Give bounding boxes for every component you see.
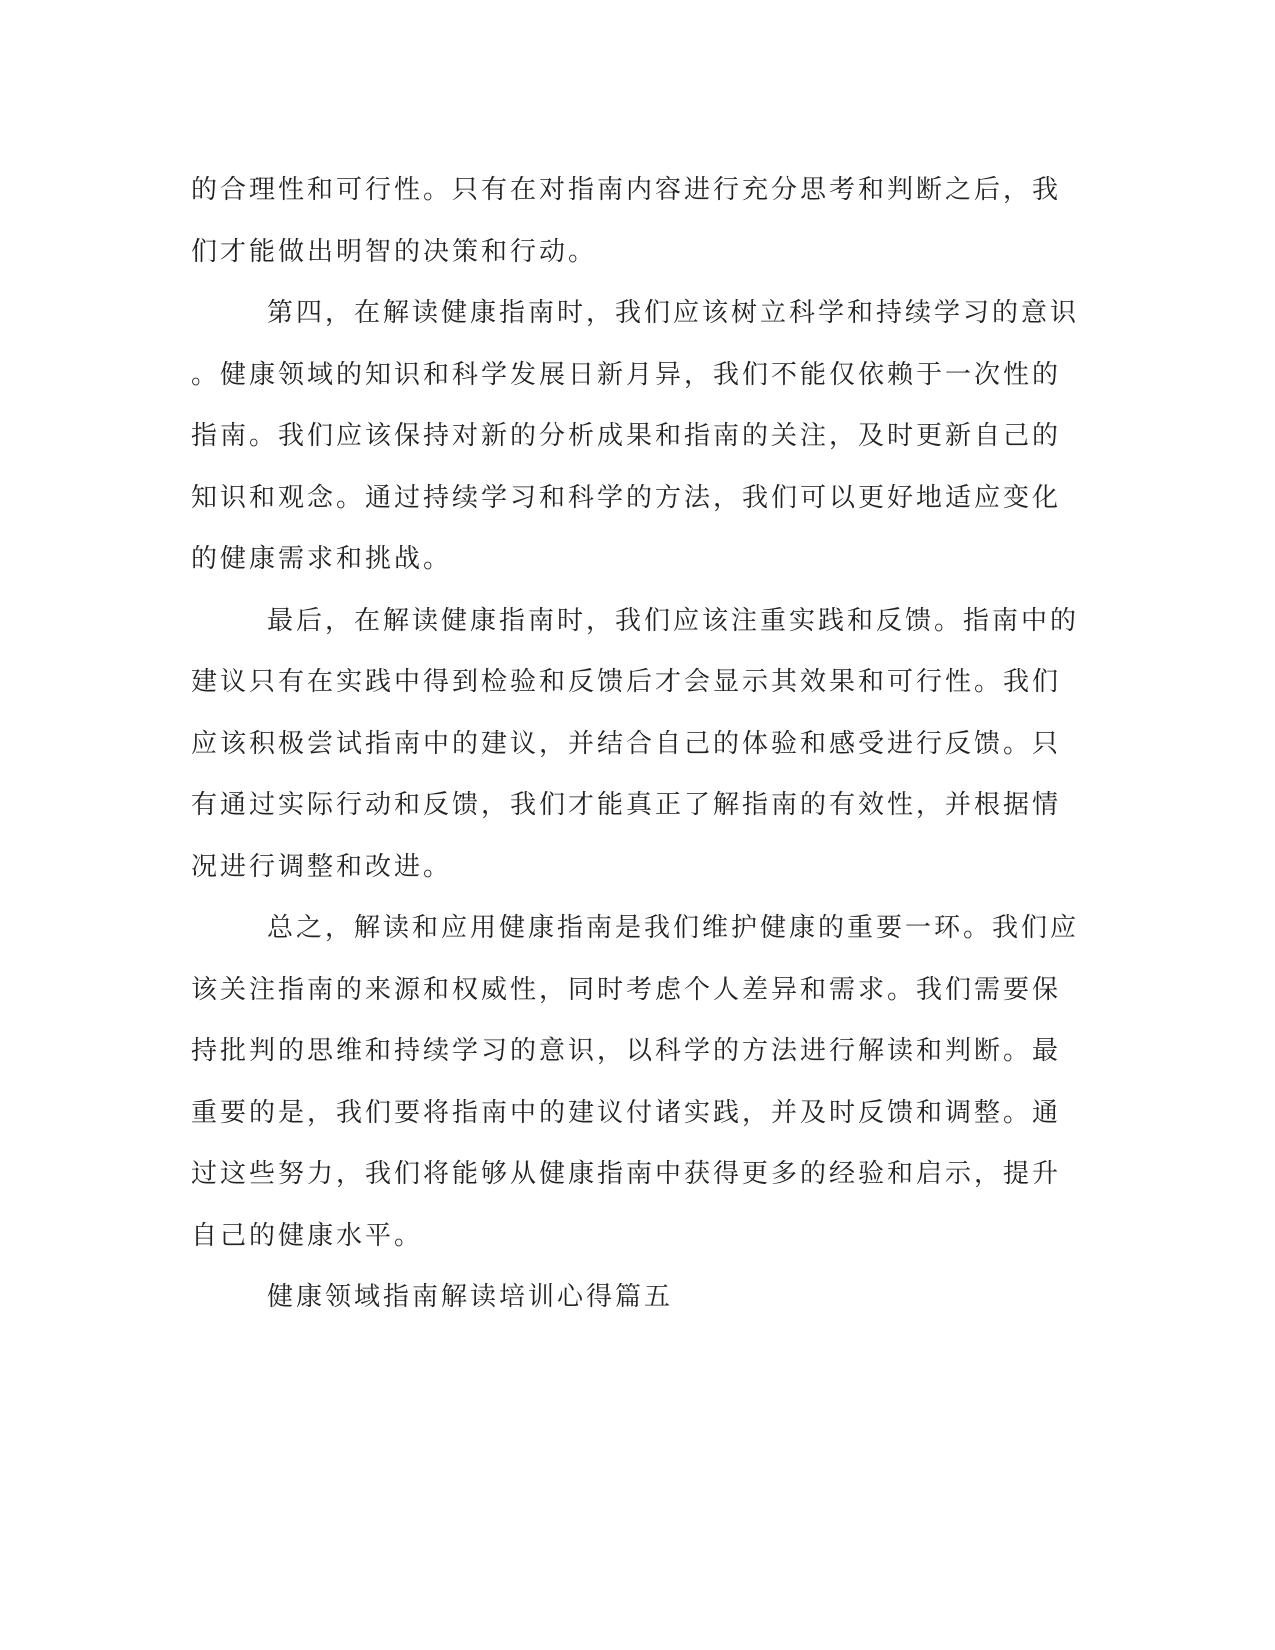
paragraph-4-line-5: 过这些努力，我们将能够从健康指南中获得更多的经验和启示，提升: [191, 1159, 1062, 1189]
paragraph-2-line-4: 知识和观念。通过持续学习和科学的方法，我们可以更好地适应变化: [191, 482, 1062, 513]
paragraph-4-line-2: 该关注指南的来源和权威性，同时考虑个人差异和需求。我们需要保: [191, 974, 1062, 1005]
section-heading: 健康领域指南解读培训心得篇五: [267, 1282, 674, 1312]
paragraph-1-line-1: 的合理性和可行性。只有在对指南内容进行充分思考和判断之后，我: [191, 175, 1062, 205]
paragraph-4-line-1: 总之，解读和应用健康指南是我们维护健康的重要一环。我们应: [267, 913, 1080, 943]
paragraph-4-line-3: 持批判的思维和持续学习的意识，以科学的方法进行解读和判断。最: [191, 1036, 1062, 1066]
paragraph-4-line-4: 重要的是，我们要将指南中的建议付诸实践，并及时反馈和调整。通: [191, 1097, 1062, 1128]
paragraph-2-line-3: 指南。我们应该保持对新的分析成果和指南的关注，及时更新自己的: [191, 421, 1062, 451]
paragraph-3-line-3: 应该积极尝试指南中的建议，并结合自己的体验和感受进行反馈。只: [191, 728, 1062, 759]
paragraph-3-line-4: 有通过实际行动和反馈，我们才能真正了解指南的有效性，并根据情: [191, 790, 1062, 820]
paragraph-2-line-5: 的健康需求和挑战。: [191, 544, 453, 574]
paragraph-3-line-5: 况进行调整和改进。: [191, 851, 453, 882]
paragraph-3-line-2: 建议只有在实践中得到检验和反馈后才会显示其效果和可行性。我们: [191, 667, 1062, 697]
paragraph-2-line-2: 。健康领域的知识和科学发展日新月异，我们不能仅依赖于一次性的: [191, 359, 1062, 390]
paragraph-2-line-1: 第四，在解读健康指南时，我们应该树立科学和持续学习的意识: [267, 298, 1080, 328]
paragraph-3-line-1: 最后，在解读健康指南时，我们应该注重实践和反馈。指南中的: [267, 605, 1080, 636]
paragraph-4-line-6: 自己的健康水平。: [191, 1220, 424, 1251]
paragraph-1-line-2: 们才能做出明智的决策和行动。: [191, 236, 598, 267]
document-body: [191, 160, 1091, 1329]
